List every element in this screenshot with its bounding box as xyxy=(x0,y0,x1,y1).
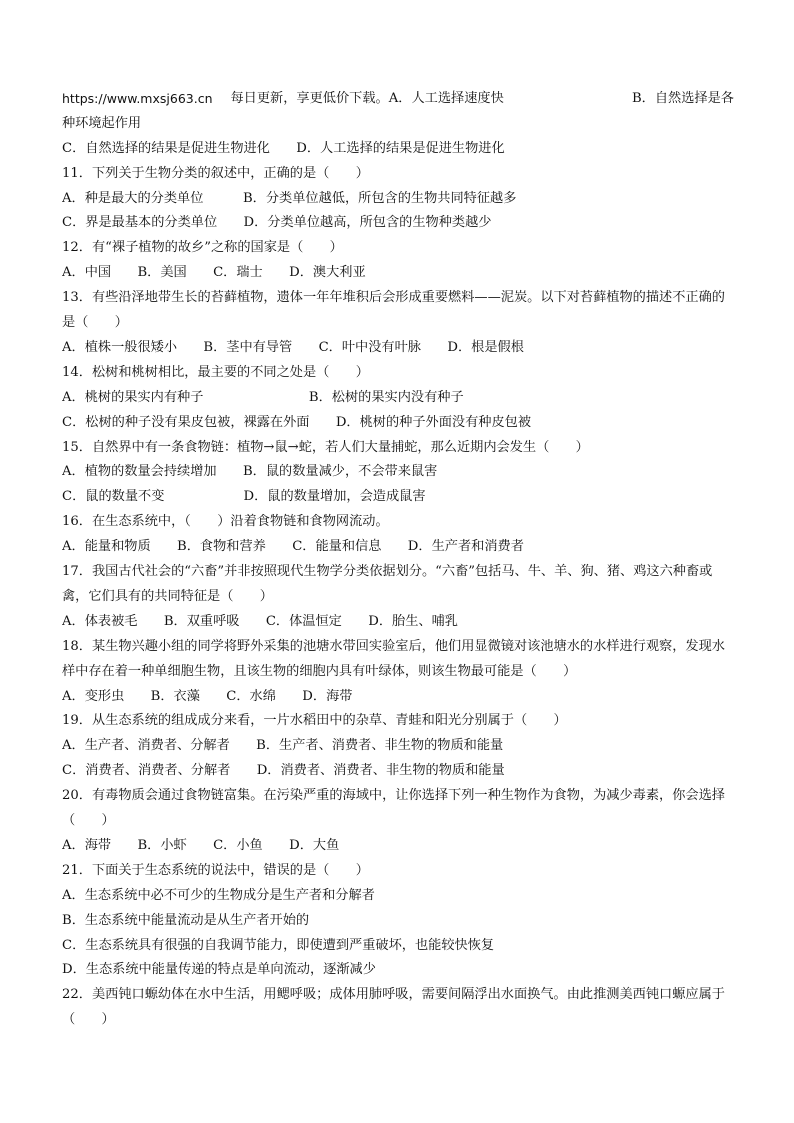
question-stem: 22．美西钝口螈幼体在水中生活，用鳃呼吸；成体用肺呼吸，需要间隔浮出水面换气。由此推测美西钝口螈应属于（ ） xyxy=(62,987,725,1028)
question-block xyxy=(62,286,734,361)
header-line xyxy=(62,87,734,112)
option-line: A．桃树的果实内有种子 B．松树的果实内没有种子 xyxy=(62,389,464,405)
question-stem: 12．有“裸子植物的故乡”之称的国家是（ ） xyxy=(62,240,343,256)
option-line: A．植物的数量会持续增加 B．鼠的数量减少，不会带来鼠害 xyxy=(62,464,438,480)
question-block xyxy=(62,635,734,710)
question-stem: 20．有毒物质会通过食物链富集。在污染严重的海域中，让你选择下列一种生物作为食物，为减少毒素，你会选择（ ） xyxy=(62,788,725,829)
question-block xyxy=(62,236,734,286)
question-block xyxy=(62,162,734,237)
download-notice: 每日更新，享更低价下载。A．人工选择速度快 xyxy=(230,91,504,106)
option-b: B．自然选择是各 xyxy=(631,91,734,106)
question-block xyxy=(62,560,734,635)
question-block xyxy=(62,361,734,436)
question-block xyxy=(62,784,734,859)
option-line: A．种是最大的分类单位 B．分类单位越低，所包含的生物共同特征越多 xyxy=(62,190,517,206)
option-line: C．界是最基本的分类单位 D．分类单位越高，所包含的生物种类越少 xyxy=(62,215,492,231)
question-block xyxy=(62,436,734,511)
document-body xyxy=(62,87,734,1033)
question-block xyxy=(62,983,734,1033)
option-line: A．体表被毛 B．双重呼吸 C．体温恒定 D．胎生、哺乳 xyxy=(62,613,458,629)
question-block xyxy=(62,709,734,784)
question-block xyxy=(62,510,734,560)
option-line: C．消费者、消费者、分解者 D．消费者、消费者、非生物的物质和能量 xyxy=(62,763,505,779)
question-stem: 17．我国古代社会的“六畜”并非按照现代生物学分类依据划分。“六畜”包括马、牛、羊、狗、猪、鸡这六种畜或禽，它们具有的共同特征是（ ） xyxy=(62,564,713,604)
option-line: C．鼠的数量不变 D．鼠的数量增加，会造成鼠害 xyxy=(62,489,426,505)
question-stem: 19．从生态系统的组成成分来看，一片水稻田中的杂草、青蛙和阳光分别属于（ ） xyxy=(62,713,567,729)
q10-options: C．自然选择的结果是促进生物进化 D．人工选择的结果是促进生物进化 xyxy=(62,140,505,156)
option-line: A．能量和物质 B．食物和营养 C．能量和信息 D．生产者和消费者 xyxy=(62,539,524,555)
option-line: B．生态系统中能量流动是从生产者开始的 xyxy=(62,912,310,928)
option-line: D．生态系统中能量传递的特点是单向流动，逐渐减少 xyxy=(62,962,376,978)
option-line: A．海带 B．小虾 C．小鱼 D．大鱼 xyxy=(62,837,340,853)
question-stem: 13．有些沿泽地带生长的苔藓植物，遗体一年年堆积后会形成重要燃料——泥炭。以下对苔藓植物的描述不正确的是（ ） xyxy=(62,290,725,331)
question-stem: 14．松树和桃树相比，最主要的不同之处是（ ） xyxy=(62,364,369,380)
question-stem: 11．下列关于生物分类的叙述中，正确的是（ ） xyxy=(62,165,369,181)
question-block xyxy=(62,859,734,983)
option-line: A．生产者、消费者、分解者 B．生产者、消费者、非生物的物质和能量 xyxy=(62,738,504,754)
question-stem: 18．某生物兴趣小组的同学将野外采集的池塘水带回实验室后，他们用显微镜对该池塘水的水样进行观察，发现水样中存在着一种单细胞生物，且该生物的细胞内具有叶绿体，则该生物最可能是（ ） xyxy=(62,638,725,679)
question-stem: 15．自然界中有一条食物链：植物→鼠→蛇，若人们大量捕蛇，那么近期内会发生（ ） xyxy=(62,439,589,455)
option-line: C．松树的种子没有果皮包被，裸露在外面 D．桃树的种子外面没有种皮包被 xyxy=(62,414,532,430)
site-url: https://www.mxsj663.cn xyxy=(62,91,213,106)
option-line: A．生态系统中必不可少的生物成分是生产者和分解者 xyxy=(62,887,375,903)
option-continuation: 种环境起作用 xyxy=(62,115,142,131)
option-line: C．生态系统具有很强的自我调节能力，即使遭到严重破坏，也能较快恢复 xyxy=(62,937,495,953)
question-list xyxy=(62,162,734,1033)
question-stem: 21．下面关于生态系统的说法中，错误的是（ ） xyxy=(62,862,369,878)
option-line: A．植株一般很矮小 B．茎中有导管 C．叶中没有叶脉 D．根是假根 xyxy=(62,339,524,355)
option-line: A．变形虫 B．衣藻 C．水绵 D．海带 xyxy=(62,688,353,704)
question-stem: 16．在生态系统中，（ ）沿着食物链和食物网流动。 xyxy=(62,514,389,530)
option-line: A．中国 B．美国 C．瑞士 D．澳大利亚 xyxy=(62,265,366,281)
